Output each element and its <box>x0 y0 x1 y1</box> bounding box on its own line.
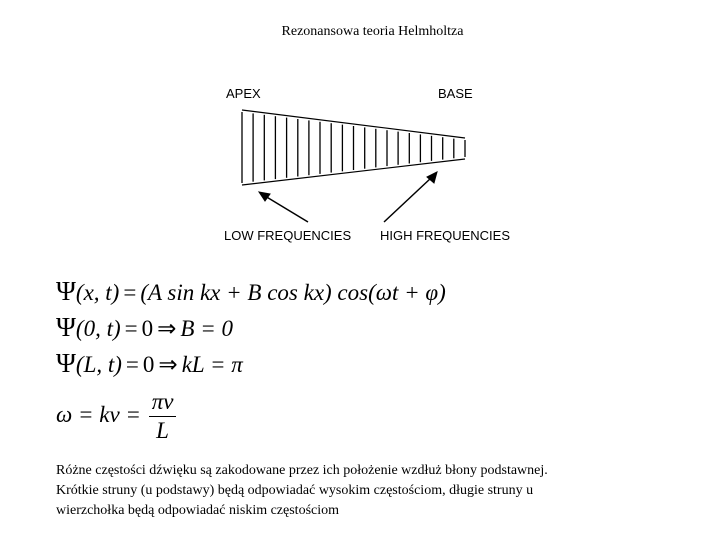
description-line: Krótkie struny (u podstawy) będą odpowiadać wysokim częstościom, długie struny u <box>56 483 534 498</box>
eq3-args: (L, t) <box>75 352 122 377</box>
eq3-value: 0 <box>142 352 155 377</box>
implies-symbol: ⇒ <box>158 352 178 377</box>
fraction <box>149 388 177 445</box>
eq4-lhs: ω = kv = <box>56 401 141 427</box>
psi-symbol: Ψ <box>56 276 76 306</box>
eq1-rhs: (A sin kx + B cos kx) cos(ωt + φ) <box>140 280 446 305</box>
fraction-denominator: L <box>156 418 169 443</box>
page-title: Rezonansowa teoria Helmholtza <box>281 24 464 39</box>
apex-label: APEX <box>226 86 261 101</box>
base-label: BASE <box>438 86 473 101</box>
fraction-numerator: πv <box>149 388 177 417</box>
eq1-args: (x, t) <box>75 280 120 305</box>
high-frequency-arrow <box>384 172 437 222</box>
description-line: wierzchołka będą odpowiadać niskim częstościom <box>56 503 340 518</box>
psi-symbol: Ψ <box>56 312 76 342</box>
eq3-equals: = <box>125 352 139 377</box>
description-paragraph <box>56 461 656 521</box>
eq1-equals: = <box>123 280 137 305</box>
equation-3 <box>56 348 243 379</box>
equation-4 <box>56 388 178 445</box>
equation-1 <box>56 276 446 307</box>
psi-symbol: Ψ <box>56 348 76 378</box>
eq2-equals: = <box>124 316 138 341</box>
eq2-value: 0 <box>141 316 154 341</box>
high-frequencies-label: HIGH FREQUENCIES <box>380 228 511 243</box>
low-frequency-arrow <box>259 192 308 222</box>
eq2-args: (0, t) <box>75 316 121 341</box>
description-line: Różne częstości dźwięku są zakodowane przez ich położenie wzdłuż błony podstawnej. <box>56 463 548 478</box>
eq3-result: kL = π <box>181 352 243 377</box>
eq2-result: B = 0 <box>180 316 233 341</box>
implies-symbol: ⇒ <box>157 316 177 341</box>
basilar-membrane-diagram <box>218 80 528 250</box>
equation-2 <box>56 312 233 343</box>
low-frequencies-label: LOW FREQUENCIES <box>224 228 352 243</box>
membrane-strings <box>242 110 465 185</box>
